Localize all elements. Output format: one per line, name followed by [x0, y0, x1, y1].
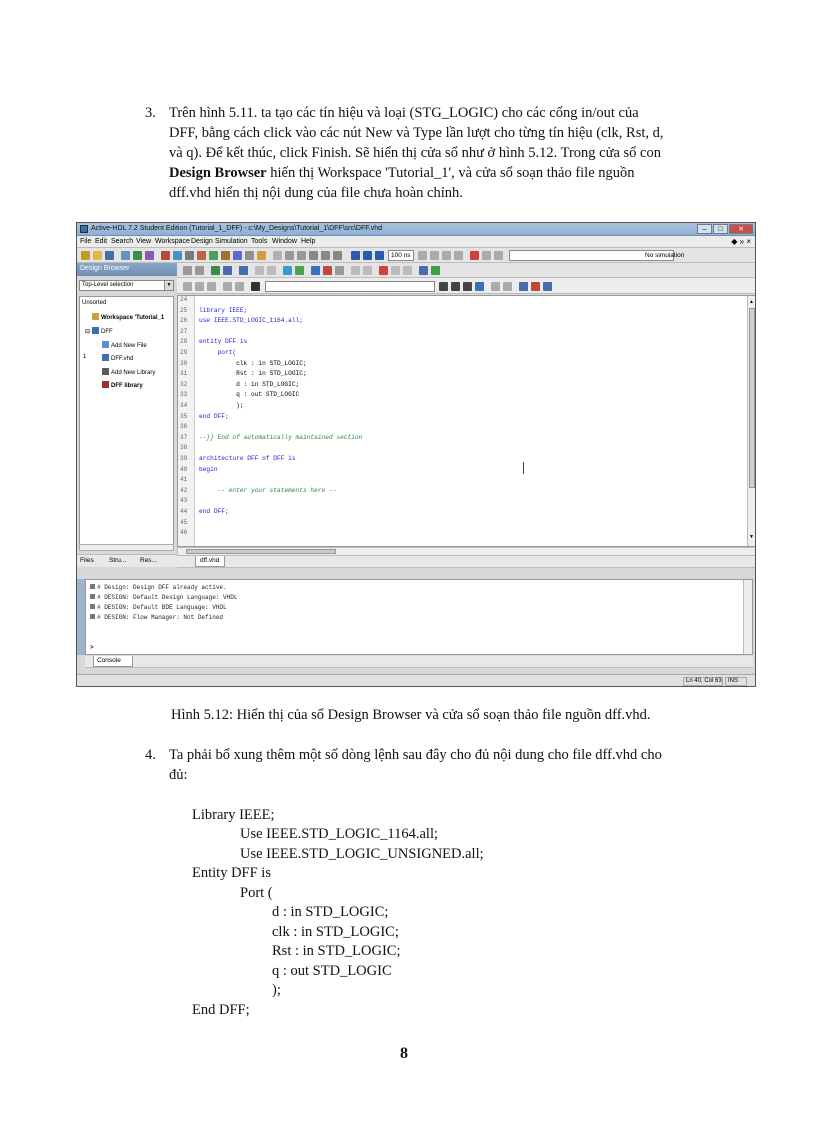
line-number-gutter	[178, 296, 195, 546]
info-icon	[90, 584, 95, 589]
minimize-button[interactable]: –	[697, 224, 712, 234]
design-browser-tabs	[77, 554, 177, 567]
line-number: 42	[180, 486, 188, 494]
bookmark-icon[interactable]	[311, 266, 320, 275]
breakpoint-icon[interactable]	[470, 251, 479, 260]
sim-status-field: No simulation	[509, 250, 674, 261]
tab-console[interactable]: Console	[93, 656, 133, 667]
tree-item-dff-vhd[interactable]	[102, 354, 133, 362]
code-listing-line: );	[272, 982, 281, 998]
line-number: 29	[180, 349, 188, 356]
code-line: );	[199, 402, 244, 409]
console-side-label	[77, 579, 85, 655]
tree-item-label: Add New Library	[111, 370, 156, 376]
line-number: 31	[180, 370, 188, 378]
column-icon[interactable]	[239, 266, 248, 275]
console-panel[interactable]	[85, 579, 753, 655]
console-message	[90, 604, 227, 611]
settings-icon[interactable]	[245, 251, 254, 260]
console-tabs	[85, 656, 753, 668]
line-number: 41	[180, 476, 188, 484]
restart-icon[interactable]	[482, 251, 491, 260]
undo-icon[interactable]	[223, 282, 232, 291]
step-icon[interactable]	[375, 251, 384, 260]
item-number: 3.	[145, 105, 156, 121]
menu-edit[interactable]: Edit	[95, 238, 108, 245]
menu-help[interactable]: Help	[301, 238, 316, 245]
tab-resources[interactable]: Res...	[140, 557, 157, 564]
menu-window-controls[interactable]: ◆ » ×	[731, 237, 751, 246]
code-line: library IEEE;	[199, 306, 248, 314]
info-icon	[90, 604, 95, 609]
tool-icon[interactable]	[543, 282, 552, 291]
step-into-icon[interactable]	[442, 251, 451, 260]
menu-file[interactable]: File	[80, 238, 92, 245]
code-listing-line: End DFF;	[192, 1002, 250, 1018]
run-icon[interactable]	[351, 251, 360, 260]
console-prompt[interactable]: >	[90, 644, 94, 651]
info-icon	[90, 614, 95, 619]
console-message	[90, 594, 237, 601]
tree-marker: 1	[83, 354, 87, 360]
console-message-text: # DESIGN: Default Design Language: VHDL	[97, 594, 238, 601]
library-icon	[102, 381, 109, 388]
tool-icon[interactable]	[267, 266, 276, 275]
console-vscrollbar[interactable]	[743, 580, 752, 654]
paragraph-line: Trên hình 5.11. ta tạo các tín hiệu và loại (STG_LOGIC) cho các cổng in/out của	[169, 105, 639, 121]
add-library-icon	[102, 368, 109, 375]
tool-icon[interactable]	[519, 282, 528, 291]
tree-item-dff[interactable]	[85, 327, 113, 335]
design-browser-title: Design Browser	[77, 263, 177, 276]
design-tree-hscrollbar[interactable]	[79, 544, 174, 551]
scroll-thumb[interactable]	[749, 308, 755, 488]
code-line: --}} End of automatically maintained section	[199, 433, 363, 441]
line-number: 25	[180, 306, 188, 314]
record-icon[interactable]	[379, 266, 388, 275]
save-icon[interactable]	[105, 251, 114, 260]
ide-screenshot	[76, 222, 756, 687]
code-listing-line: q : out STD_LOGIC	[272, 963, 392, 979]
code-line: clk : in STD_LOGIC;	[199, 359, 307, 367]
line-number: 38	[180, 444, 188, 452]
paragraph-item-4	[145, 746, 720, 786]
code-line: port(	[199, 349, 237, 356]
code-line: Rst : in STD_LOGIC;	[199, 370, 307, 378]
code-listing-line: Port (	[240, 885, 273, 901]
tool-icon[interactable]	[363, 266, 372, 275]
maximize-button[interactable]: □	[713, 224, 728, 234]
code-listing-line: Rst : in STD_LOGIC;	[272, 943, 401, 959]
code-listing-line: Use IEEE.STD_LOGIC_1164.all;	[240, 826, 439, 842]
code-line: end DFF;	[199, 412, 229, 420]
sim-time-field[interactable]: 100 ns	[388, 250, 414, 261]
menu-simulation[interactable]: Simulation	[215, 238, 248, 245]
console-message	[90, 584, 227, 591]
tool-icon[interactable]	[309, 251, 318, 260]
template-icon[interactable]	[223, 266, 232, 275]
tool-icon[interactable]	[351, 266, 360, 275]
tree-item-label: DFF	[101, 329, 113, 335]
code-listing-line: Library IEEE;	[192, 807, 275, 823]
paragraph-line: đủ:	[169, 767, 188, 783]
find-input[interactable]	[265, 281, 435, 292]
cursor-position: Ln 40, Col 63	[683, 677, 723, 686]
console-message-text: # DESIGN: Default BDE Language: VHDL	[97, 604, 227, 611]
code-line: entity DFF is	[199, 338, 248, 346]
paragraph-line: Ta phải bổ xung thêm một số dòng lệnh sau đây cho đủ nội dung cho file dff.vhd cho	[169, 747, 662, 763]
macro-icon[interactable]	[323, 266, 332, 275]
tool-icon[interactable]	[531, 282, 540, 291]
info-icon	[90, 594, 95, 599]
library-icon[interactable]	[133, 251, 142, 260]
waveform-icon[interactable]	[209, 251, 218, 260]
line-number: 28	[180, 338, 188, 346]
tool-icon[interactable]	[335, 266, 344, 275]
tree-item-label: DFF library	[111, 383, 143, 389]
find-prev-icon[interactable]	[451, 282, 460, 291]
window-titlebar	[77, 223, 755, 236]
app-icon	[80, 225, 88, 233]
paragraph-line	[169, 164, 720, 184]
tree-item-add-file[interactable]	[102, 341, 147, 349]
paragraph-line: dff.vhd hiển thị nội dung của file chưa hoàn chỉnh.	[169, 185, 463, 201]
tool-icon[interactable]	[491, 282, 500, 291]
cut-icon[interactable]	[183, 282, 192, 291]
main-toolbar	[77, 248, 755, 263]
pause-icon[interactable]	[391, 266, 400, 275]
compile-icon[interactable]	[121, 251, 130, 260]
menu-view[interactable]: View	[136, 238, 152, 245]
bold-term: Design Browser	[169, 165, 267, 181]
code-line: d : in STD_LOGIC;	[199, 380, 300, 388]
line-number: 27	[180, 327, 188, 335]
tool-icon[interactable]	[333, 251, 342, 260]
code-listing-line: Entity DFF is	[192, 865, 271, 881]
tree-item-label: DFF.vhd	[111, 356, 134, 362]
paste-icon[interactable]	[207, 282, 216, 291]
design-icon	[92, 327, 99, 334]
status-bar	[77, 674, 755, 687]
wizard-icon[interactable]	[173, 251, 182, 260]
redo-icon[interactable]	[235, 282, 244, 291]
line-number: 37	[180, 433, 188, 441]
menu-workspace[interactable]: Workspace	[155, 238, 190, 245]
scroll-thumb[interactable]	[186, 549, 336, 554]
stop-icon[interactable]	[403, 266, 412, 275]
export-icon[interactable]	[419, 266, 428, 275]
paragraph-text: hiển thị Workspace 'Tutorial_1', và cửa sổ soạn thảo file nguồn	[266, 165, 635, 181]
code-line: architecture DFF of DFF is	[199, 455, 296, 462]
code-listing-line: d : in STD_LOGIC;	[272, 904, 389, 920]
line-number: 33	[180, 391, 188, 399]
design-tree	[79, 296, 174, 550]
fsm-icon[interactable]	[233, 251, 242, 260]
tool-icon[interactable]	[285, 251, 294, 260]
hierarchy-icon[interactable]	[197, 251, 206, 260]
line-number: 46	[180, 529, 188, 537]
scroll-up-icon[interactable]: ▲	[749, 299, 754, 305]
window-title: Active-HDL 7.2 Student Edition (Tutorial_1_DFF) - c:\My_Designs\Tutorial_1\DFF\src\DFF.vhd	[91, 225, 382, 232]
workspace-icon	[92, 313, 99, 320]
toggle-icon[interactable]	[295, 266, 304, 275]
line-number: 32	[180, 380, 188, 388]
open-icon[interactable]	[93, 251, 102, 260]
menu-bar	[77, 236, 755, 248]
code-line: use IEEE.STD_LOGIC_1164.all;	[199, 317, 303, 325]
code-editor[interactable]	[177, 295, 756, 547]
paragraph-line: và q). Để kết thúc, click Finish. Sẽ hiển thị cửa sổ như ở hình 5.12. Trong cửa sổ con	[169, 145, 661, 161]
line-number: 45	[180, 518, 188, 526]
editor-tabs	[177, 556, 756, 568]
top-level-select-value: Top-Level selection	[82, 282, 134, 288]
console-message	[90, 614, 223, 621]
code-line: -- enter your statements here --	[199, 486, 337, 494]
editor-vscrollbar[interactable]	[747, 296, 756, 546]
paragraph-line: DFF, bằng cách click vào các nút New và Type lần lượt cho từng tín hiệu (clk, Rst, d,	[169, 125, 664, 141]
tool-icon[interactable]	[273, 251, 282, 260]
chevron-down-icon[interactable]: ▼	[164, 281, 173, 290]
tool-icon[interactable]	[255, 266, 264, 275]
line-number: 36	[180, 423, 188, 431]
code-listing-line: clk : in STD_LOGIC;	[272, 924, 399, 940]
editor-toolbar	[177, 278, 756, 294]
menu-design[interactable]: Design	[191, 238, 213, 245]
pause-icon[interactable]	[430, 251, 439, 260]
add-file-icon	[102, 341, 109, 348]
new-icon[interactable]	[81, 251, 90, 260]
close-button[interactable]: ✕	[729, 224, 753, 234]
tree-item-workspace[interactable]	[92, 313, 164, 321]
item-number: 4.	[145, 747, 156, 763]
end-sim-icon[interactable]	[494, 251, 503, 260]
tool-icon[interactable]	[297, 251, 306, 260]
find-all-icon[interactable]	[463, 282, 472, 291]
find-next-icon[interactable]	[439, 282, 448, 291]
expand-icon[interactable]: ⊟	[85, 329, 91, 335]
menu-tools[interactable]: Tools	[251, 238, 268, 245]
menu-window[interactable]: Window	[272, 238, 297, 245]
language-icon[interactable]	[211, 266, 220, 275]
top-level-select[interactable]	[79, 280, 174, 291]
tree-item-library[interactable]	[102, 381, 143, 389]
editor-hscrollbar[interactable]	[177, 547, 756, 556]
page-number: 8	[400, 1045, 408, 1062]
line-number: 43	[180, 497, 188, 505]
line-number: 39	[180, 455, 188, 462]
console-message-text: # DESIGN: Flow Manager: Not Defined	[97, 614, 224, 621]
code-listing-line: Use IEEE.STD_LOGIC_UNSIGNED.all;	[240, 846, 484, 862]
menu-search[interactable]: Search	[111, 238, 134, 245]
tree-item-label: Workspace 'Tutorial_1	[101, 315, 165, 321]
run-until-icon[interactable]	[363, 251, 372, 260]
design-icon[interactable]	[161, 251, 170, 260]
text-cursor	[523, 462, 524, 474]
line-number: 44	[180, 508, 188, 515]
step-back-icon[interactable]	[418, 251, 427, 260]
tool-icon[interactable]	[321, 251, 330, 260]
vhdl-file-icon	[102, 354, 109, 361]
step-over-icon[interactable]	[454, 251, 463, 260]
line-number: 35	[180, 412, 188, 420]
binoculars-icon[interactable]	[251, 282, 260, 291]
outdent-icon[interactable]	[195, 266, 204, 275]
play-icon[interactable]	[431, 266, 440, 275]
project-icon[interactable]	[145, 251, 154, 260]
macro-icon[interactable]	[257, 251, 266, 260]
insert-mode: INS	[725, 677, 747, 686]
code-line: begin	[199, 465, 218, 473]
find-icon[interactable]	[185, 251, 194, 260]
line-number: 26	[180, 317, 188, 325]
block-diagram-icon[interactable]	[221, 251, 230, 260]
tool-icon[interactable]	[503, 282, 512, 291]
copy-icon[interactable]	[195, 282, 204, 291]
tree-item-label: Add New File	[111, 343, 147, 349]
scroll-down-icon[interactable]: ▼	[749, 534, 754, 540]
tree-item-add-library[interactable]	[102, 368, 155, 376]
paragraph-item-3	[145, 104, 720, 204]
code-line: end DFF;	[199, 508, 229, 515]
console-message-text: # Design: Design DFF already active.	[97, 584, 227, 591]
secondary-toolbar	[177, 263, 756, 278]
tab-dff-vhd[interactable]: dff.vhd	[195, 556, 225, 567]
line-number: 30	[180, 359, 188, 367]
tab-files[interactable]: Files	[80, 557, 94, 564]
code-line: q : out STD_LOGIC	[199, 391, 300, 399]
indent-icon[interactable]	[183, 266, 192, 275]
line-number: 34	[180, 402, 188, 409]
tree-sort-label: Unsorted	[82, 300, 107, 306]
line-number: 40	[180, 465, 188, 473]
check-icon[interactable]	[283, 266, 292, 275]
tab-structure[interactable]: Stru...	[109, 557, 127, 564]
line-number: 24	[180, 296, 188, 303]
figure-caption: Hình 5.12: Hiển thị của sổ Design Browser và cửa sổ soạn thảo file nguồn dff.vhd.	[171, 707, 651, 723]
toggle-bookmark-icon[interactable]	[475, 282, 484, 291]
